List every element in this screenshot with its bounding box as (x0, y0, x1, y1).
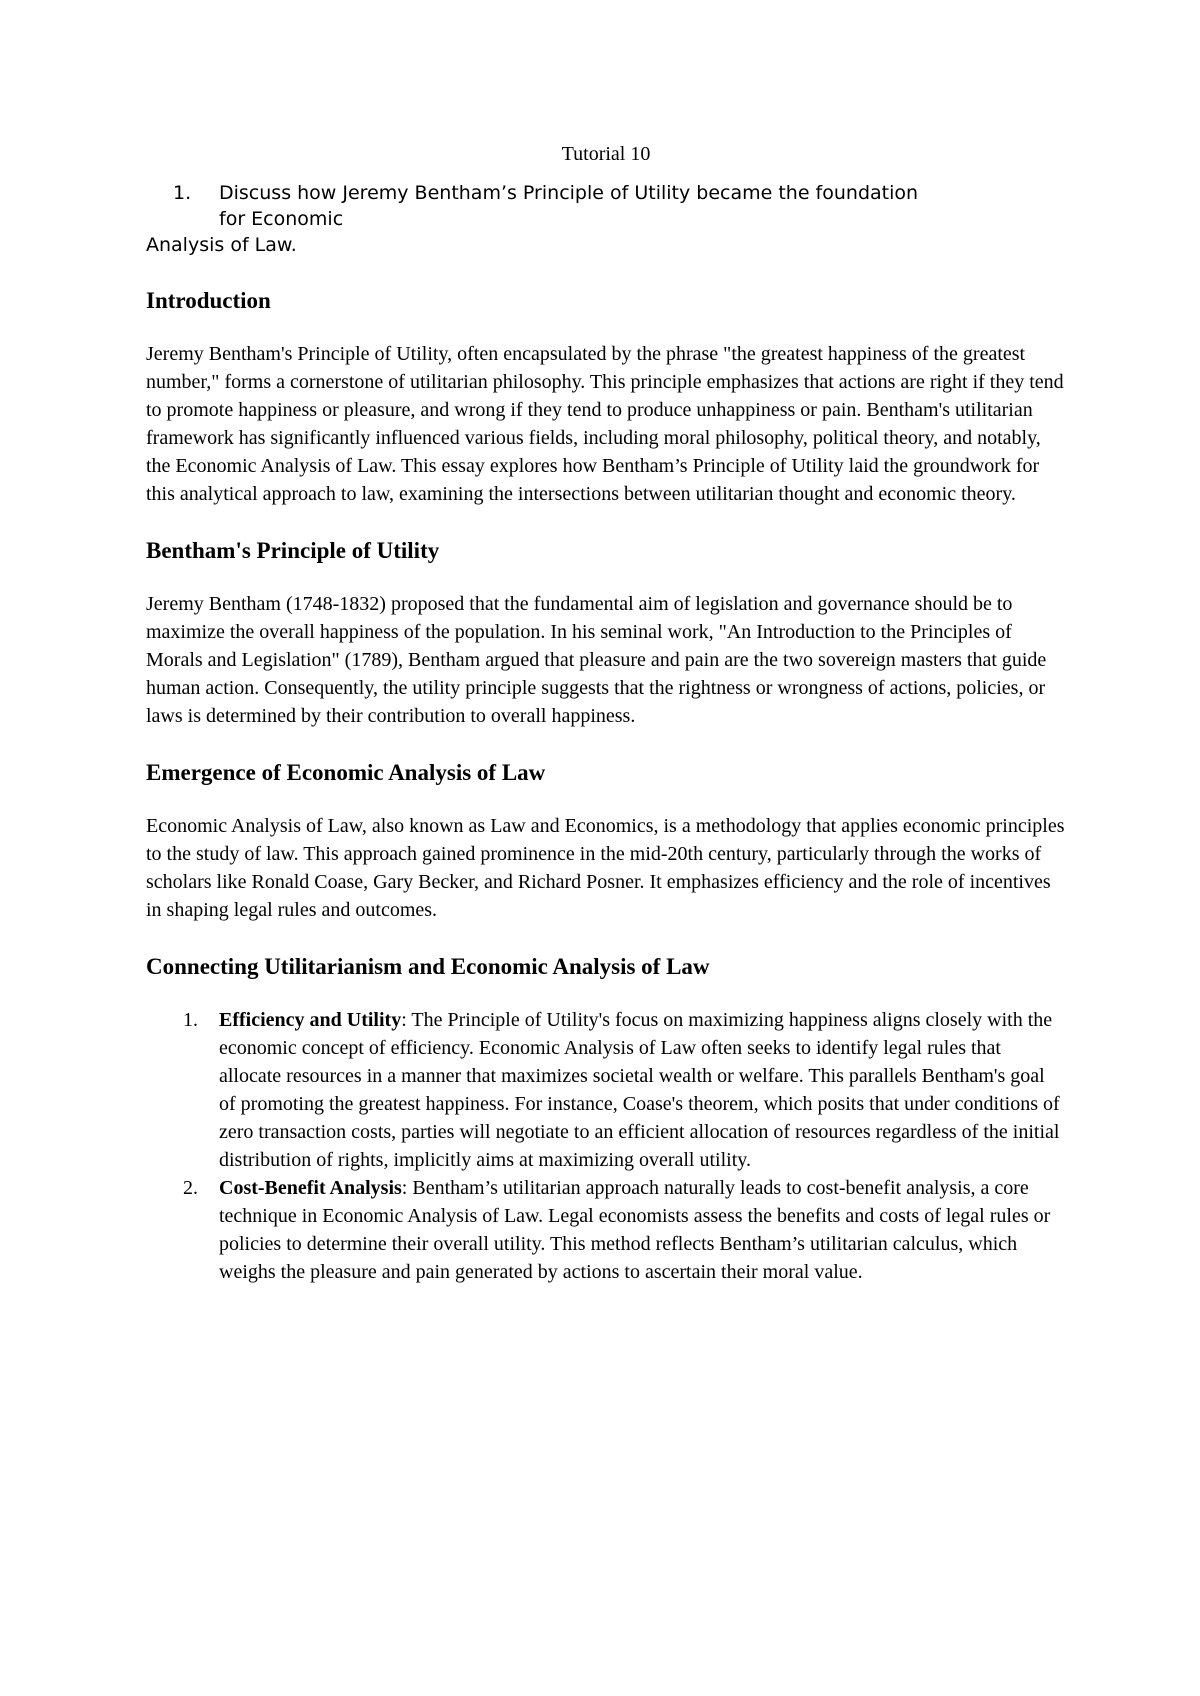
section-heading-connecting: Connecting Utilitarianism and Economic Analysis of Law (146, 954, 710, 979)
section-heading-introduction: Introduction (146, 288, 271, 313)
question-text-line2: for Economic (219, 208, 344, 230)
question-text-line3: Analysis of Law. (146, 234, 297, 256)
emergence-paragraph: Economic Analysis of Law, also known as Law and Economics, is a methodology that applies economic principles to the study of law. This approach gained prominence in the mid-20th century, particularly through the works of scholars like Ronald Coase, Gary Becker, and Richard Posner. It emphasizes efficiency and the role of incentives in shaping legal rules and outcomes. (146, 815, 1065, 921)
section-heading-emergence: Emergence of Economic Analysis of Law (146, 760, 546, 785)
list-item-term: Cost-Benefit Analysis (219, 1177, 402, 1199)
question-line (146, 180, 1066, 206)
question-line (146, 206, 1066, 232)
list-item (146, 1174, 1066, 1286)
connecting-points-list (146, 1006, 1066, 1286)
document-title: Tutorial 10 (561, 143, 651, 165)
section-heading-principle-of-utility: Bentham's Principle of Utility (146, 538, 440, 563)
list-item-text: : The Principle of Utility's focus on maximizing happiness aligns closely with the economic concept of efficiency. Economic Analysis of Law often seeks to identify legal rules that allocate resources in a manner that maximizes societal wealth or welfare. This parallels Bentham's goal of promoting the greatest happiness. For instance, Coase's theorem, which posits that under conditions of zero transaction costs, parties will negotiate to an efficient allocation of resources regardless of the initial distribution of rights, implicitly aims at maximizing overall utility. (219, 1009, 1060, 1171)
list-item (146, 1006, 1066, 1174)
list-item-term: Efficiency and Utility (219, 1009, 402, 1031)
list-item-text: : Bentham’s utilitarian approach naturally leads to cost-benefit analysis, a core technique in Economic Analysis of Law. Legal economists assess the benefits and costs of legal rules or policies to determine their overall utility. This method reflects Bentham’s utilitarian calculus, which weighs the pleasure and pain generated by actions to ascertain their moral value. (219, 1177, 1051, 1283)
principle-of-utility-paragraph: Jeremy Bentham (1748-1832) proposed that the fundamental aim of legislation and governance should be to maximize the overall happiness of the population. In his seminal work, "An Introduction to the Principles of Morals and Legislation" (1789), Bentham argued that pleasure and pain are the two sovereign masters that guide human action. Consequently, the utility principle suggests that the rightness or wrongness of actions, policies, or laws is determined by their contribution to overall happiness. (146, 593, 1047, 727)
question-number: 1. (173, 182, 192, 204)
list-item-number: 2. (183, 1177, 198, 1199)
list-item-number: 1. (183, 1009, 198, 1031)
question-continuation (146, 232, 1066, 258)
question-text-line1: Discuss how Jeremy Bentham’s Principle of Utility became the foundation (219, 182, 919, 204)
document-content (146, 140, 1066, 1286)
tutorial-question (146, 180, 1066, 258)
introduction-paragraph: Jeremy Bentham's Principle of Utility, often encapsulated by the phrase "the greatest happiness of the greatest number," forms a cornerstone of utilitarian philosophy. This principle emphasizes that actions are right if they tend to promote happiness or pleasure, and wrong if they tend to produce unhappiness or pain. Bentham's utilitarian framework has significantly influenced various fields, including moral philosophy, political theory, and notably, the Economic Analysis of Law. This essay explores how Bentham’s Principle of Utility laid the groundwork for this analytical approach to law, examining the intersections between utilitarian thought and economic theory. (146, 343, 1064, 505)
